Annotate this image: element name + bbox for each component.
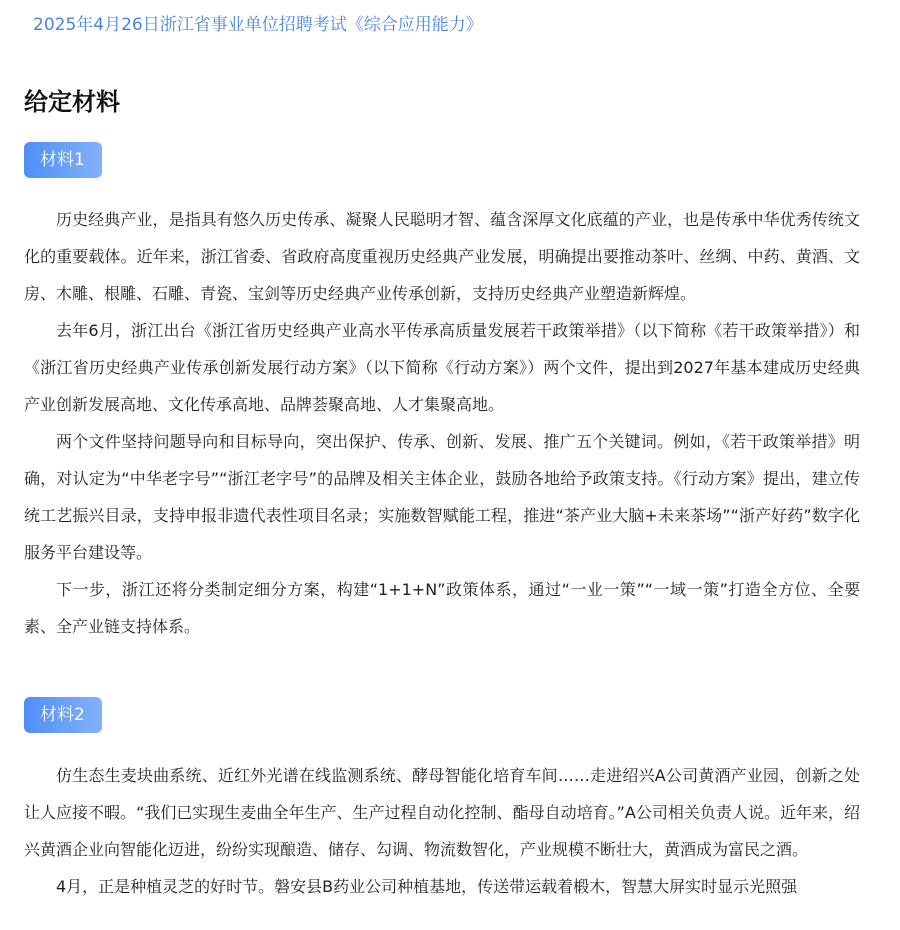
material-1-paragraph-3: 两个文件坚持问题导向和目标导向，突出保护、传承、创新、发展、推广五个关键词。例如，《若干政策举措》明确，对认定为“中华老字号”“浙江老字号”的品牌及相关主体企业，鼓励各地给予政策支持。《行动方案》提出，建立传统工艺振兴目录，支持申报非遗代表性项目名录；实施数智赋能工程，推进“茶产业大脑+未来茶场”“浙产好药”数字化服务平台建设等。 — [24, 432, 860, 562]
material-1-paragraph-2: 去年6月，浙江出台《浙江省历史经典产业高水平传承高质量发展若干政策举措》（以下简称《若干政策举措》）和《浙江省历史经典产业传承创新发展行动方案》（以下简称《行动方案》）两个文件，提出到2027年基本建成历史经典产业创新发展高地、文化传承高地、品牌荟聚高地、人才集聚高地。 — [24, 321, 860, 414]
material-1-paragraph-1: 历史经典产业，是指具有悠久历史传承、凝聚人民聪明才智、蕴含深厚文化底蕴的产业，也是传承中华优秀传统文化的重要载体。近年来，浙江省委、省政府高度重视历史经典产业发展，明确提出要推动茶叶、丝绸、中药、黄酒、文房、木雕、根雕、石雕、青瓷、宝剑等历史经典产业传承创新，支持历史经典产业塑造新辉煌。 — [24, 210, 860, 303]
material-2-content — [24, 757, 860, 905]
material-1-badge: 材料1 — [24, 142, 102, 178]
material-2-paragraph-2: 4月，正是种植灵芝的好时节。磐安县B药业公司种植基地，传送带运载着椴木，智慧大屏实时显示光照强 — [56, 877, 798, 896]
material-2-paragraph-1: 仿生态生麦块曲系统、近红外光谱在线监测系统、酵母智能化培育车间……走进绍兴A公司黄酒产业园，创新之处让人应接不暇。“我们已实现生麦曲全年生产、生产过程自动化控制、酯母自动培育。”A公司相关负责人说。近年来，绍兴黄酒企业向智能化迈进，纷纷实现酿造、储存、勾调、物流数智化，产业规模不断壮大，黄酒成为富民之酒。 — [24, 766, 860, 859]
material-1-paragraph-4: 下一步，浙江还将分类制定细分方案，构建“1+1+N”政策体系，通过“一业一策”“一域一策”打造全方位、全要素、全产业链支持体系。 — [24, 580, 860, 636]
section-heading: 给定材料 — [24, 88, 120, 116]
material-2-badge: 材料2 — [24, 697, 102, 733]
exam-title: 2025年4月26日浙江省事业单位招聘考试《综合应用能力》 — [33, 15, 483, 35]
material-1-content — [24, 201, 860, 645]
